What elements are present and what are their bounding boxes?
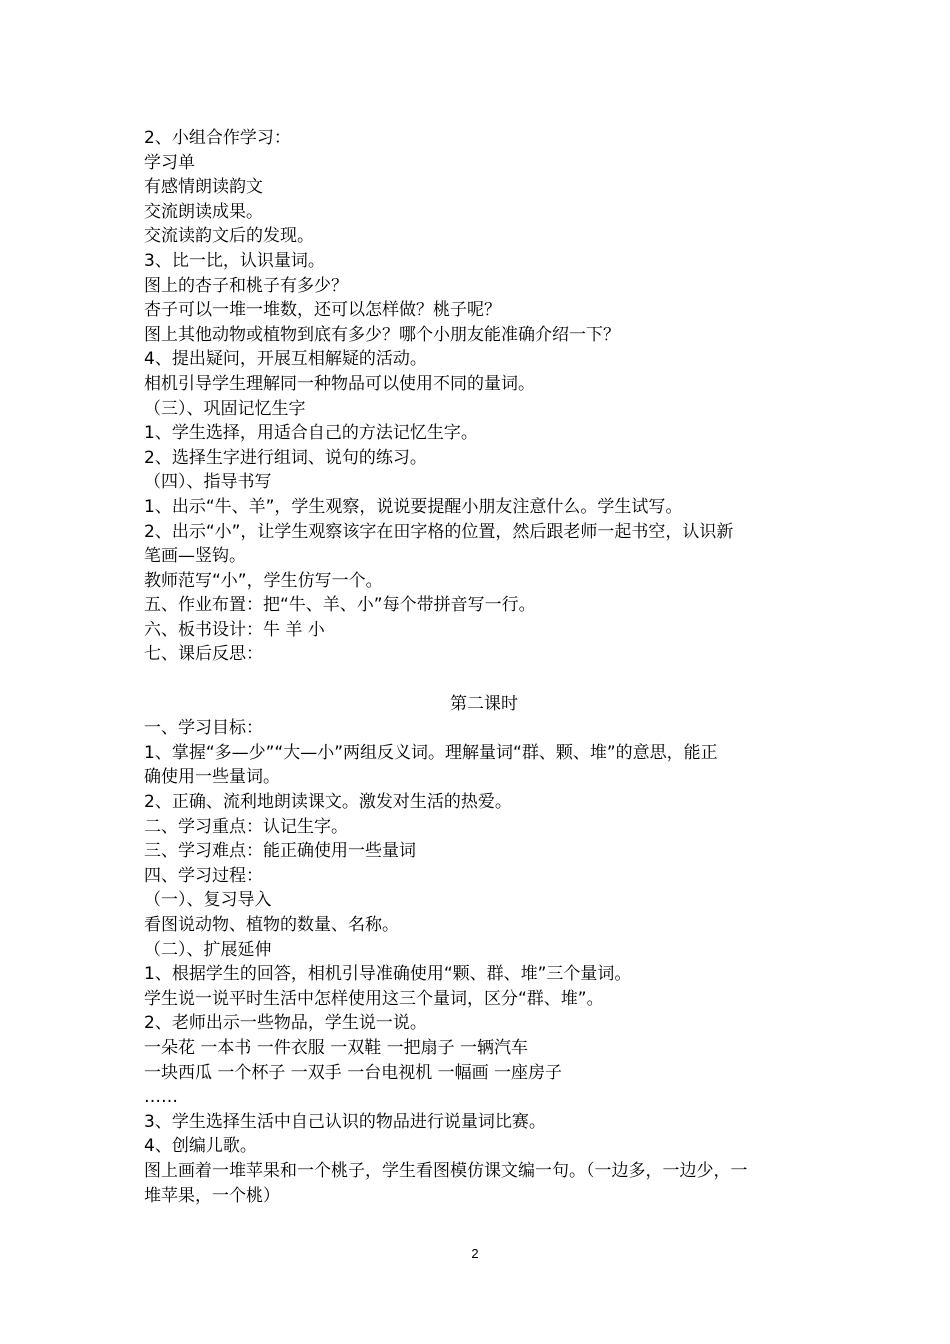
text-line: 学生说一说平时生活中怎样使用这三个量词，区分“群、堆”。 — [144, 988, 604, 1009]
text-line: 3、比一比，认识量词。 — [144, 250, 325, 271]
text-line: 1、出示“牛、羊”，学生观察，说说要提醒小朋友注意什么。学生试写。 — [144, 496, 683, 517]
text-line: 五、作业布置：把“牛、羊、小”每个带拼音写一行。 — [144, 595, 536, 616]
text-line: 1、根据学生的回答，相机引导准确使用“颗、群、堆”三个量词。 — [144, 964, 632, 985]
text-line: 4、创编儿歌。 — [144, 1136, 257, 1157]
text-line: 三、学习难点：能正确使用一些量词 — [144, 841, 416, 862]
text-line: 确使用一些量词。 — [144, 767, 280, 788]
text-line: 1、学生选择，用适合自己的方法记忆生字。 — [144, 423, 478, 444]
text-line: 有感情朗读韵文 — [144, 177, 263, 198]
text-line: 二、学习重点：认记生字。 — [144, 816, 348, 837]
text-line: 3、学生选择生活中自己认识的物品进行说量词比赛。 — [144, 1111, 546, 1132]
text-line: 交流朗读成果。 — [144, 201, 263, 222]
text-line: 看图说动物、植物的数量、名称。 — [144, 915, 399, 935]
text-line: 笔画—竖钩。 — [144, 546, 246, 567]
text-line: 一块西瓜 一个杯子 一双手 一台电视机 一幅画 一座房子 — [144, 1062, 563, 1083]
text-line: 一朵花 一本书 一件衣服 一双鞋 一把扇子 一辆汽车 — [144, 1037, 529, 1058]
text-line: 杏子可以一堆一堆数，还可以怎样做？桃子呢？ — [144, 300, 501, 321]
text-line: （四）、指导书写 — [144, 472, 272, 493]
text-line: 2、老师出示一些物品，学生说一说。 — [144, 1013, 427, 1034]
text-line: （三）、巩固记忆生字 — [144, 398, 306, 419]
text-line: 图上其他动物或植物到底有多少？哪个小朋友能准确介绍一下？ — [144, 324, 620, 345]
text-line: 相机引导学生理解同一种物品可以使用不同的量词。 — [144, 373, 535, 394]
text-line: 图上的杏子和桃子有多少？ — [144, 275, 348, 296]
page-number: 2 — [471, 1246, 479, 1261]
text-line: 4、提出疑问，开展互相解疑的活动。 — [144, 349, 427, 370]
text-line: 教师范写“小”，学生仿写一个。 — [144, 570, 383, 591]
text-line: 七、课后反思： — [144, 644, 263, 665]
document-body — [144, 126, 824, 1208]
text-line: 四、学习过程： — [144, 865, 263, 886]
text-line: 图上画着一堆苹果和一个桃子，学生看图模仿课文编一句。（一边多，一边少，一 — [144, 1160, 748, 1181]
text-line: 堆苹果，一个桃） — [144, 1185, 280, 1206]
text-line: 1、掌握“多—少”“大—小”两组反义词。理解量词“群、颗、堆”的意思，能正 — [144, 742, 718, 763]
text-line: （二）、扩展延伸 — [144, 939, 272, 960]
text-line: 2、选择生字进行组词、说句的练习。 — [144, 447, 427, 468]
section-heading: 第二课时 — [450, 693, 518, 714]
text-line: 2、出示“小”，让学生观察该字在田字格的位置，然后跟老师一起书空，认识新 — [144, 521, 734, 542]
text-line: 交流读韵文后的发现。 — [144, 226, 314, 247]
text-line: 2、正确、流利地朗读课文。激发对生活的热爱。 — [144, 792, 512, 813]
text-line: …… — [144, 1087, 178, 1108]
text-line: （一）、复习导入 — [144, 890, 272, 911]
text-line: 2、小组合作学习： — [144, 128, 291, 148]
text-line: 六、板书设计：牛 羊 小 — [144, 619, 325, 640]
text-line: 学习单 — [144, 152, 195, 173]
text-line: 一、学习目标： — [144, 718, 263, 739]
text-line — [144, 667, 824, 692]
